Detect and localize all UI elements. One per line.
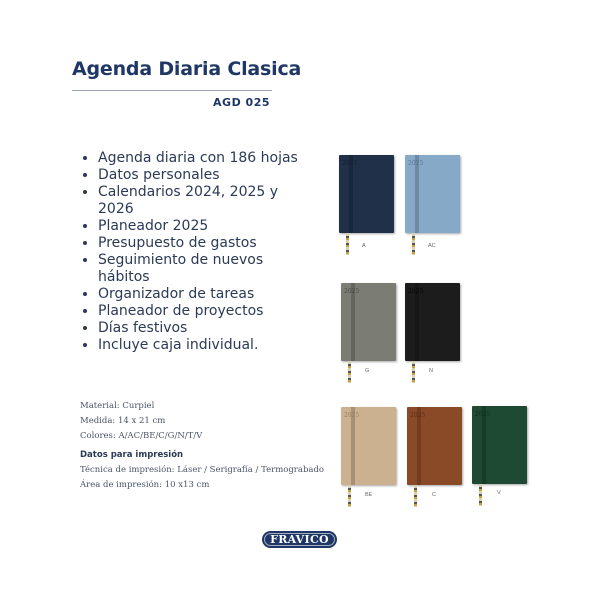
ribbon-marker [346,233,349,255]
ribbon-marker [348,485,351,507]
year-emboss: 2025 [342,160,358,167]
agenda-product-a[interactable] [339,155,394,233]
feature-item: • Incluye caja individual. [98,337,298,354]
title-divider [72,90,272,91]
feature-list [82,150,298,354]
feature-item: • Calendarios 2024, 2025 y 2026 [98,184,298,218]
color-code-label: G [365,368,370,374]
product-code: AGD 025 [213,96,270,109]
ribbon-marker [414,485,417,507]
year-emboss: 2025 [410,412,426,419]
spec-material: Material: Curpiel [80,401,155,411]
spec-print-area: Área de impresión: 10 x13 cm [80,480,210,490]
spec-print-technique: Técnica de impresión: Láser / Serigrafía / Termograbado [80,465,325,475]
agenda-product-n[interactable] [405,283,460,361]
color-code-label: N [429,368,433,374]
ribbon-marker [412,233,415,255]
year-emboss: 2025 [344,288,360,295]
ribbon-marker [479,484,482,506]
ribbon-marker [348,361,351,383]
agenda-product-v[interactable] [472,406,527,484]
year-emboss: 2025 [344,412,360,419]
feature-item: • Datos personales [98,167,298,184]
feature-item: • Planeador de proyectos [98,303,298,320]
feature-item: • Presupuesto de gastos [98,235,298,252]
year-emboss: 2025 [408,160,424,167]
feature-item: • Organizador de tareas [98,286,298,303]
agenda-product-ac[interactable] [405,155,460,233]
year-emboss: 2025 [408,288,424,295]
agenda-product-be[interactable] [341,407,396,485]
logo-text: FRAVICO [270,533,329,546]
feature-item: • Planeador 2025 [98,218,298,235]
color-code-label: V [497,490,501,496]
ribbon-marker [412,361,415,383]
agenda-product-g[interactable] [341,283,396,361]
spec-size: Medida: 14 x 21 cm [80,416,166,426]
color-code-label: AC [428,243,436,249]
agenda-product-c[interactable] [407,407,462,485]
color-code-label: BE [365,492,373,498]
feature-item: • Días festivos [98,320,298,337]
year-emboss: 2025 [475,411,491,418]
color-code-label: C [432,492,436,498]
feature-item: • Seguimiento de nuevos hábitos [98,252,298,286]
print-data-heading: Datos para impresión [80,450,184,460]
spec-colors: Colores: A/AC/BE/C/G/N/T/V [80,431,203,441]
feature-item: • Agenda diaria con 186 hojas [98,150,298,167]
color-code-label: A [362,243,366,249]
fravico-logo [262,531,337,548]
page-title: Agenda Diaria Clasica [72,58,302,80]
logo-border [264,533,335,546]
specifications [80,399,324,493]
